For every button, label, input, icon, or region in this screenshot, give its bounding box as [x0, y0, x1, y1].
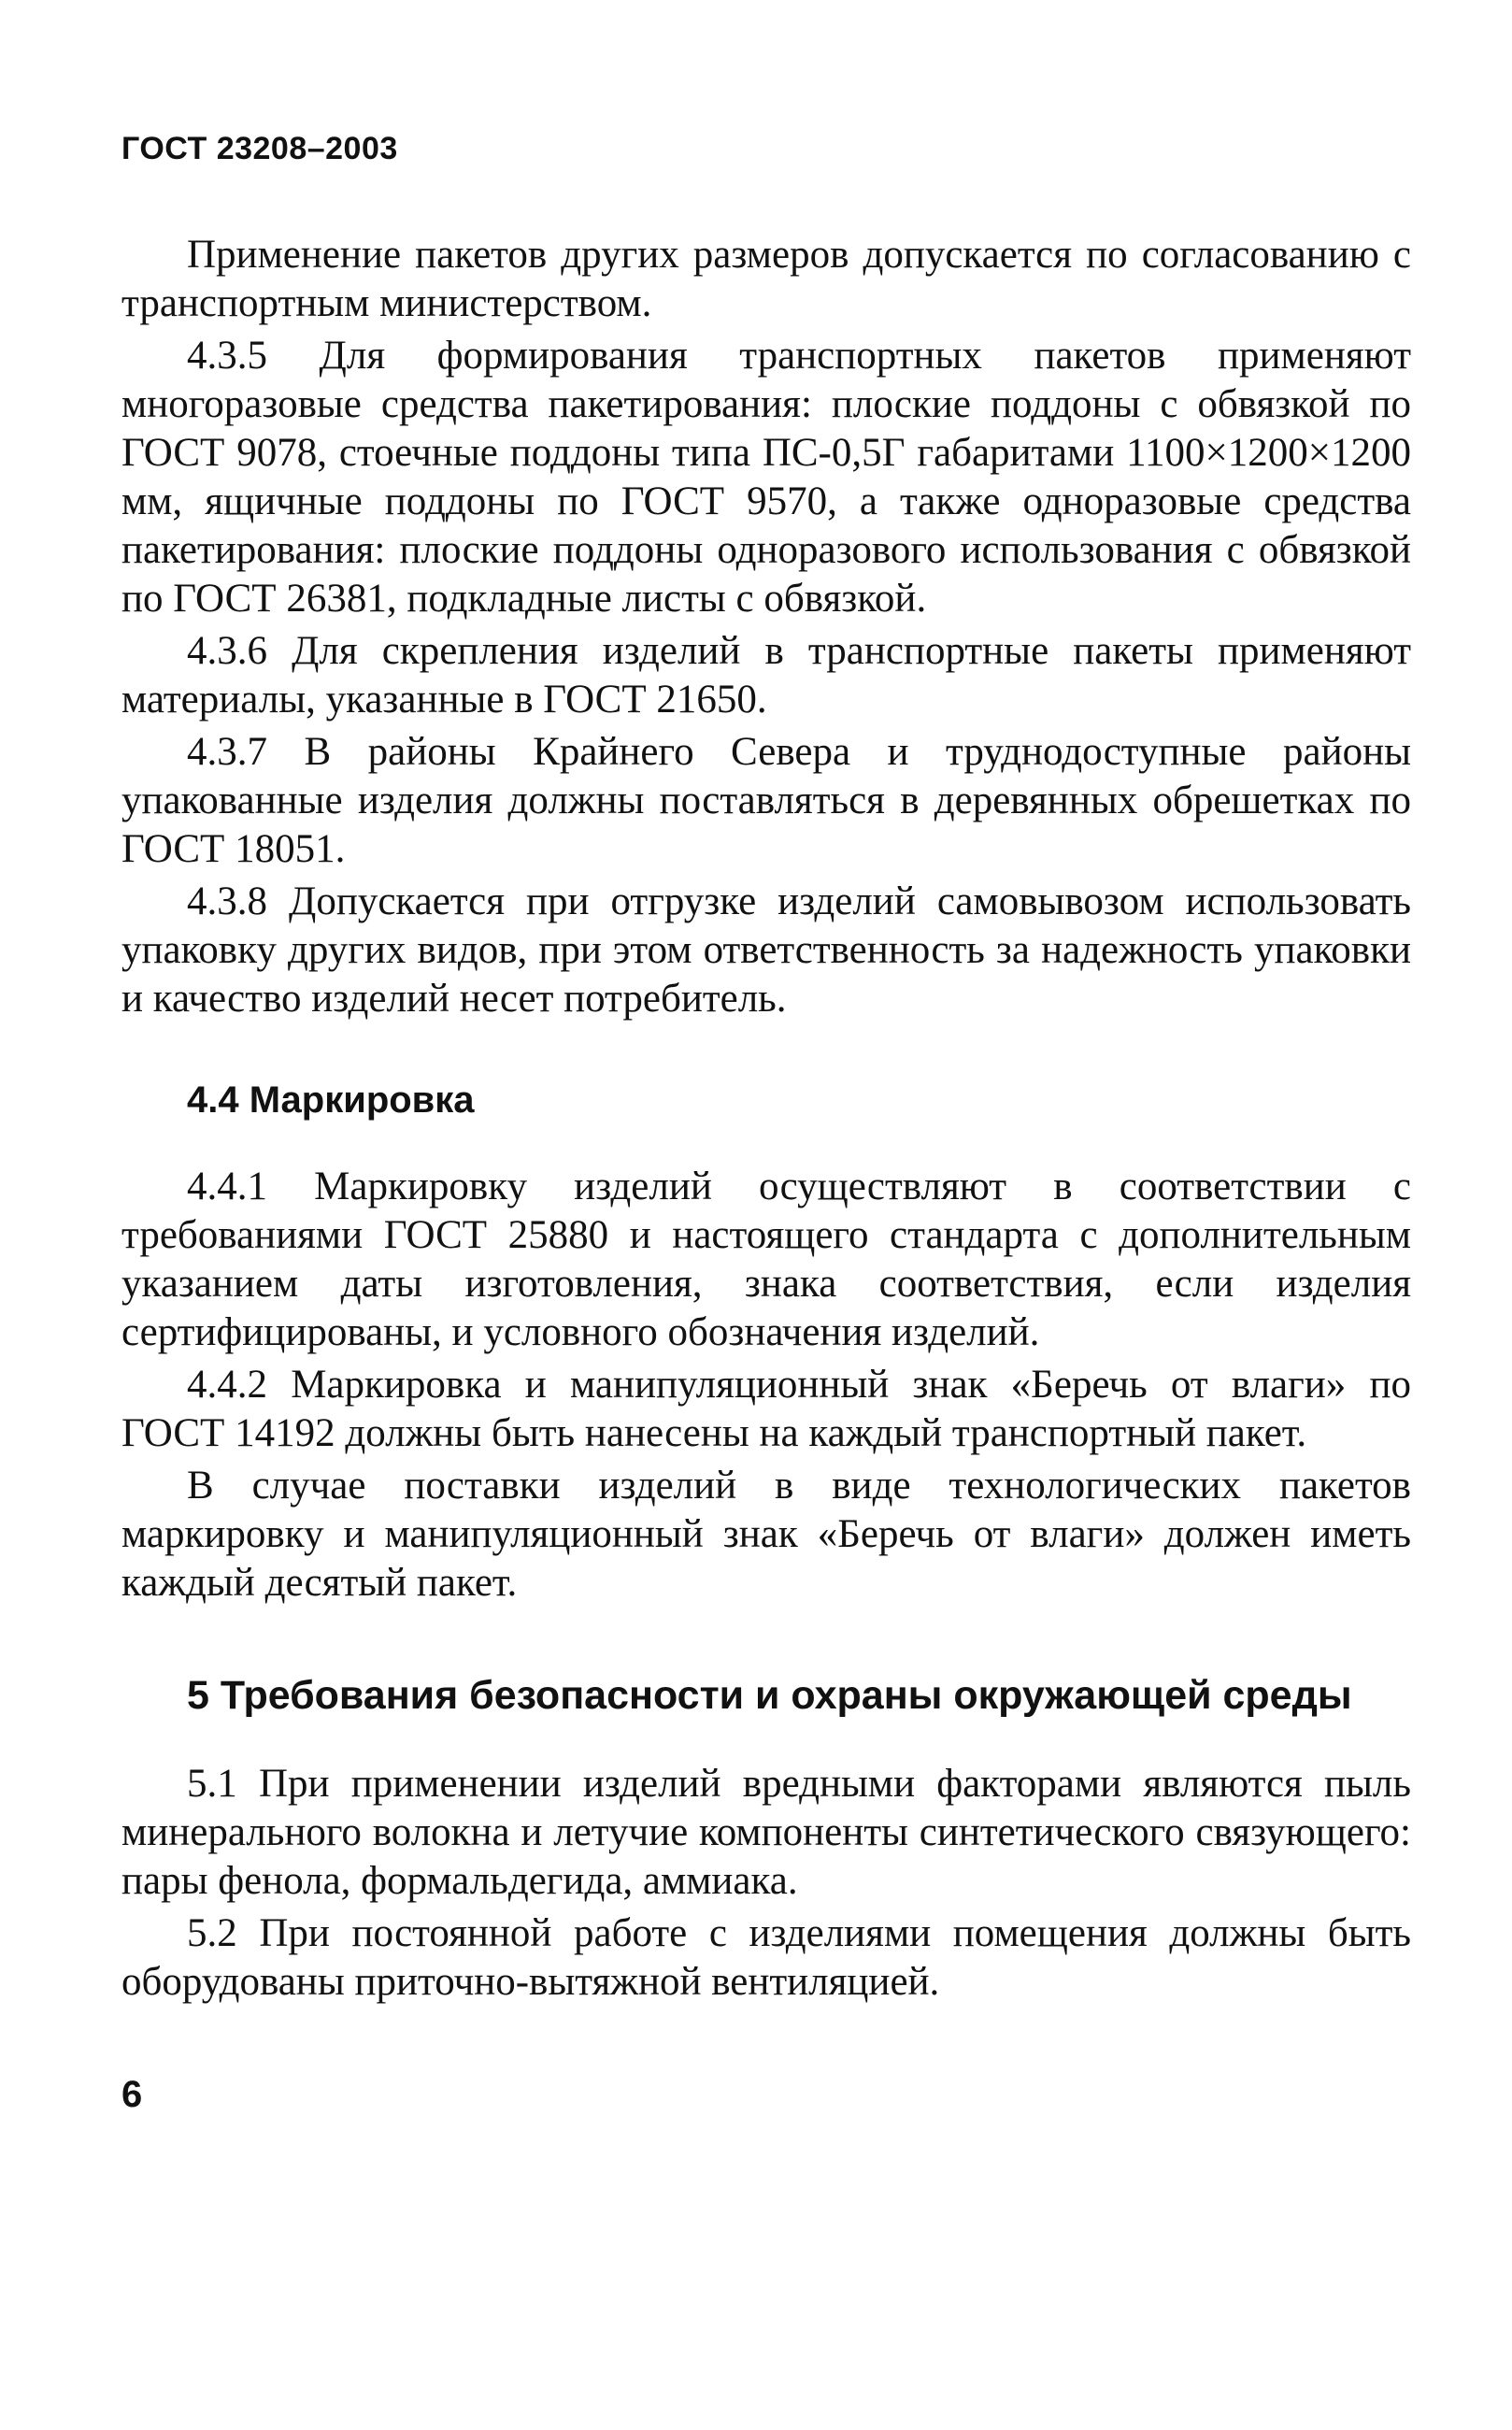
- paragraph: Применение пакетов других размеров допускается по согласованию с транспортным министерством.: [121, 233, 1411, 325]
- paragraph-5-1: 5.1 При применении изделий вредными факторами являются пыль минерального волокна и летучие компоненты синтетического связующего: пары фенола, формальдегида, аммиака.: [121, 1762, 1411, 1903]
- section-heading-4-4: 4.4 Маркировка: [187, 1079, 475, 1121]
- paragraph-4-4-1: 4.4.1 Маркировку изделий осуществляют в соответствии с требованиями ГОСТ 25880 и настоящего стандарта с дополнительным указанием даты изготовления, знака соответствия, если изделия сертифицированы, и условного обозначения изделий.: [121, 1165, 1411, 1354]
- paragraph: В случае поставки изделий в виде технологических пакетов маркировку и манипуляционный знак «Беречь от влаги» должен иметь каждый десятый пакет.: [121, 1464, 1411, 1605]
- paragraph-5-2: 5.2 При постоянной работе с изделиями помещения должны быть оборудованы приточно-вытяжной вентиляцией.: [121, 1911, 1411, 2004]
- paragraph-4-3-8: 4.3.8 Допускается при отгрузке изделий самовывозом использовать упаковку других видов, при этом ответственность за надежность упаковки и качество изделий несет потребитель.: [121, 879, 1411, 1021]
- page-number: 6: [121, 2074, 143, 2115]
- chapter-heading-5: 5 Требования безопасности и охраны окружающей среды: [187, 1673, 1352, 1718]
- paragraph-4-3-7: 4.3.7 В районы Крайнего Севера и труднодоступные районы упакованные изделия должны поставляться в деревянных обрешетках по ГОСТ 18051.: [121, 730, 1411, 871]
- document-header: ГОСТ 23208–2003: [121, 131, 398, 166]
- paragraph-4-3-6: 4.3.6 Для скрепления изделий в транспортные пакеты применяют материалы, указанные в ГОСТ 21650.: [121, 629, 1411, 722]
- document-page: [121, 131, 1411, 2116]
- paragraph-4-3-5: 4.3.5 Для формирования транспортных пакетов применяют многоразовые средства пакетирования: плоские поддоны с обвязкой по ГОСТ 9078, стоечные поддоны типа ПС-0,5Г габаритами 1100×1200×1200 мм, ящичные поддоны по ГОСТ 9570, а также одноразовые средства пакетирования: плоские поддоны одноразового использования с обвязкой по ГОСТ 26381, подкладные листы с обвязкой.: [121, 334, 1411, 621]
- paragraph-4-4-2: 4.4.2 Маркировка и манипуляционный знак «Беречь от влаги» по ГОСТ 14192 должны быть нанесены на каждый транспортный пакет.: [121, 1363, 1411, 1455]
